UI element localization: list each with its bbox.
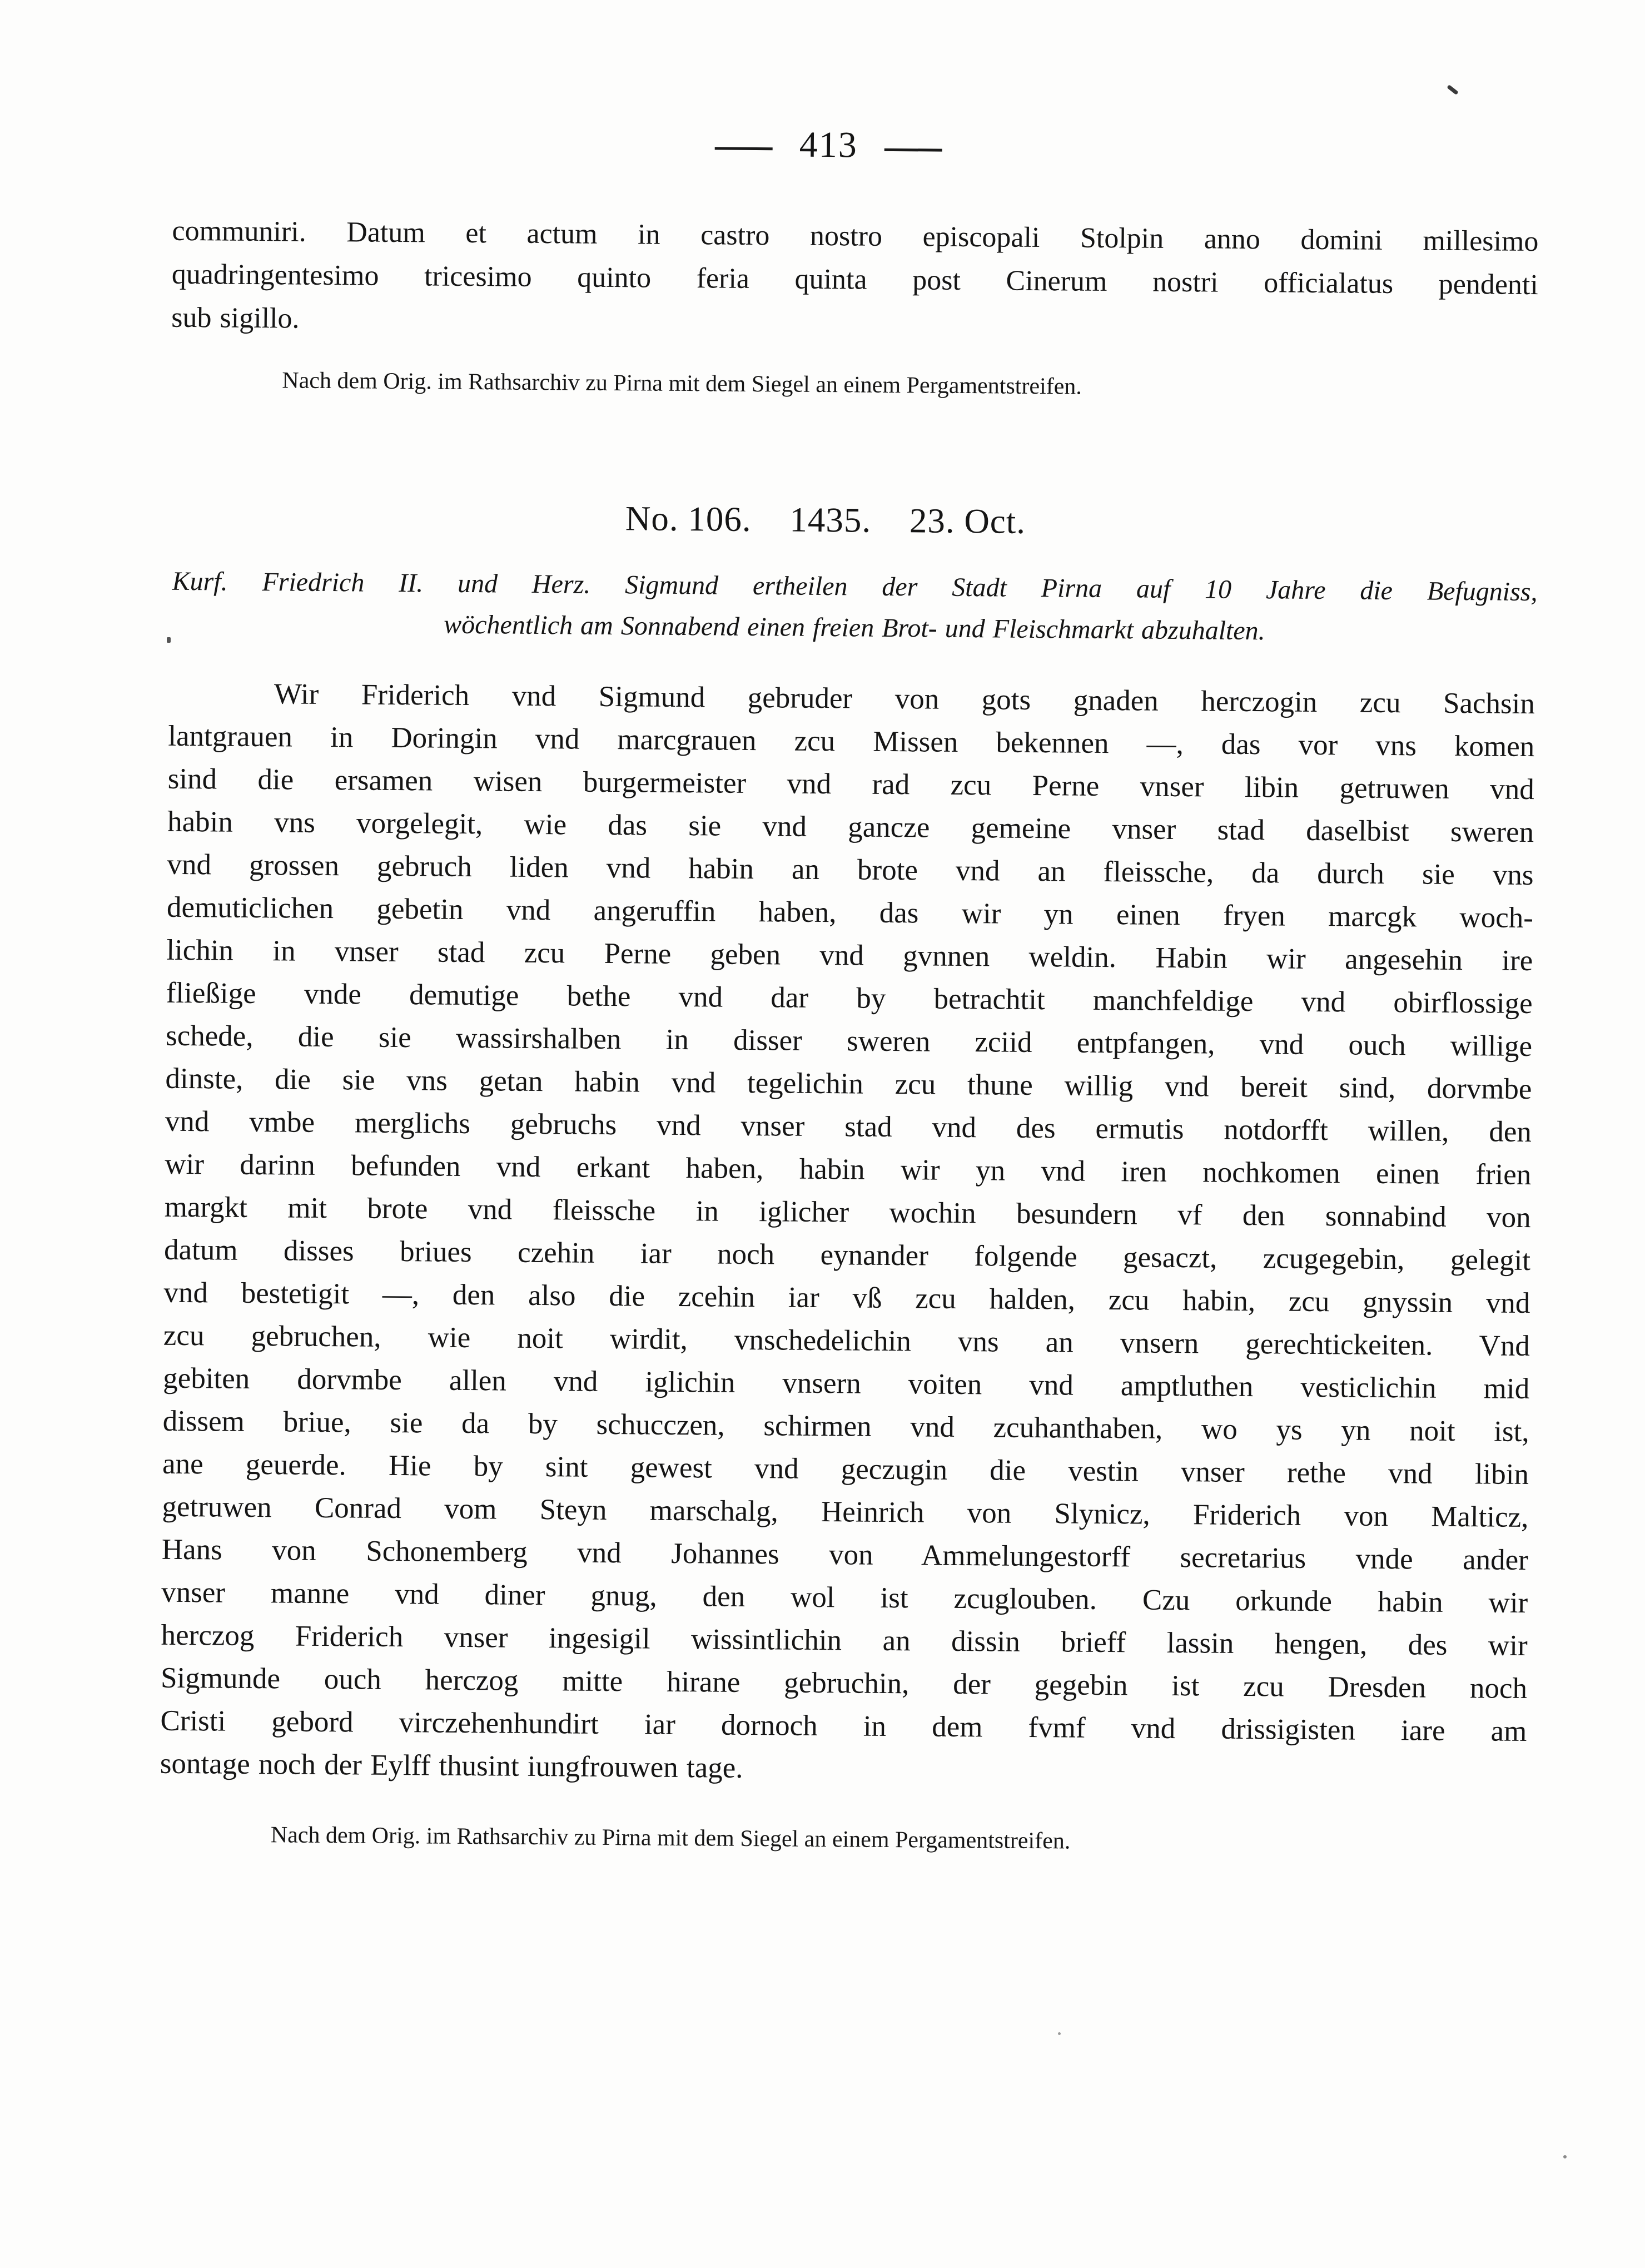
text-line: ane geuerde. Hie by sint gewest vnd geczugin die vestin vnser rethe vnd libin [162, 1447, 1529, 1491]
text-line: herczog Friderich vnser ingesigil wissintlichin an dissin brieff lassin hengen, des wir [161, 1619, 1528, 1662]
text-line: Sigmunde ouch herczog mitte hirane gebruchin, der gegebin ist zcu Dresden noch [160, 1661, 1528, 1705]
text-line: vnd vmbe merglichs gebruchs vnd vnser stad vnd des ermutis notdorfft willen, den [165, 1105, 1532, 1149]
source-note-top: Nach dem Orig. im Rathsarchiv zu Pirna mit dem Siegel an einem Pergamentstreifen. [282, 368, 1082, 400]
text-line: Hans von Schonemberg vnd Johannes von Ammelungestorff secretarius vnde ander [161, 1533, 1529, 1577]
scan-artifact-dot-right [1563, 2155, 1567, 2158]
text-line: fließige vnde demutige bethe vnd dar by betrachtit manchfeldige vnd obirflossige [166, 976, 1533, 1020]
text-line: Cristi gebord virczehenhundirt iar dornoch in dem fvmf vnd drissigisten iare am [160, 1704, 1527, 1748]
source-note-bottom: Nach dem Orig. im Rathsarchiv zu Pirna mit dem Siegel an einem Pergamentstreifen. [270, 1822, 1071, 1854]
latin-paragraph [4, 208, 1645, 351]
text-line: demuticlichen gebetin vnd angeruffin haben, das wir yn einen fryen marcgk woch- [166, 891, 1534, 935]
text-line: datum disses briues czehin iar noch eynander folgende gesaczt, zcugegebin, gelegit [163, 1233, 1531, 1277]
text-line: vnser manne vnd diner gnug, den wol ist zcuglouben. Czu orkunde habin wir [161, 1576, 1528, 1620]
text-line: schede, die sie wassirshalben in disser sweren zciid entpfangen, vnd ouch willige [165, 1019, 1533, 1063]
text-line: vnd grossen gebruch liden vnd habin an brote vnd an fleissche, da durch sie vns [167, 848, 1534, 892]
charter-body-paragraph [0, 671, 1645, 1796]
heading-date: 23. Oct. [909, 501, 1026, 541]
text-line: quadringentesimo tricesimo quinto feria quinta post Cinerum nostri officialatus pendenti [171, 258, 1539, 301]
regest-summary [2, 559, 1645, 654]
text-line: dinste, die sie vns getan habin vnd tegelichin zcu thune willig vnd bereit sind, dorvmbe [165, 1062, 1532, 1106]
text-line: getruwen Conrad vom Steyn marschalg, Heinrich von Slynicz, Friderich von Malticz, [162, 1490, 1529, 1534]
text-line: Kurf. Friedrich II. und Herz. Sigmund ertheilen der Stadt Pirna auf 10 Jahre die Befugniss, [172, 566, 1538, 607]
text-line: sind die ersamen wisen burgermeister vnd rad zcu Perne vnser libin getruwen vnd [167, 762, 1534, 806]
scan-artifact-dot-left [167, 637, 171, 643]
page-number-dash-left [715, 147, 773, 150]
heading-number: No. 106. [625, 499, 752, 539]
text-line: sontage noch der Eylff thusint iungfrouwen tage. [160, 1747, 743, 1784]
text-line: gebiten dorvmbe allen vnd iglichin vnsern voiten vnd amptluthen vesticlichin mid [163, 1362, 1530, 1406]
text-line: sub sigillo. [171, 301, 300, 335]
text-line: wir darinn befunden vnd erkant haben, habin wir yn vnd iren nochkomen einen frien [165, 1148, 1532, 1192]
page-number-dash-right [884, 148, 942, 151]
entry-heading [3, 494, 1645, 545]
text-line: vnd bestetigit —, den also die zcehin iar vß zcu halden, zcu habin, zcu gnyssin vnd [163, 1276, 1530, 1320]
text-line: Wir Friderich vnd Sigmund gebruder von gots gnaden herczogin zcu Sachsin [274, 678, 1535, 721]
text-line: margkt mit brote vnd fleissche in iglicher wochin besundern vf den sonnabind von [164, 1190, 1531, 1234]
scan-artifact-dot-mid [1058, 2032, 1061, 2035]
text-line: lantgrauen in Doringin vnd marcgrauen zcu Missen bekennen —, das vor vns komen [168, 719, 1535, 763]
page-header [6, 120, 1645, 170]
text-line: lichin in vnser stad zcu Perne geben vnd gvnnen weldin. Habin wir angesehin ire [166, 934, 1533, 977]
text-line: habin vns vorgelegit, wie das sie vnd gancze gemeine vnser stad daselbist sweren [167, 805, 1534, 849]
page-number: 413 [799, 124, 858, 166]
text-line: wöchentlich am Sonnabend einen freien Brot- und Fleischmarkt abzuhalten. [444, 609, 1265, 646]
text-line: communiri. Datum et actum in castro nostro episcopali Stolpin anno domini millesimo [172, 215, 1539, 258]
text-line: zcu gebruchen, wie noit wirdit, vnschedelichin vns an vnsern gerechtickeiten. Vnd [163, 1319, 1530, 1363]
text-line: dissem briue, sie da by schucczen, schirmen vnd zcuhanthaben, wo ys yn noit ist, [162, 1405, 1529, 1448]
heading-year: 1435. [789, 500, 872, 540]
